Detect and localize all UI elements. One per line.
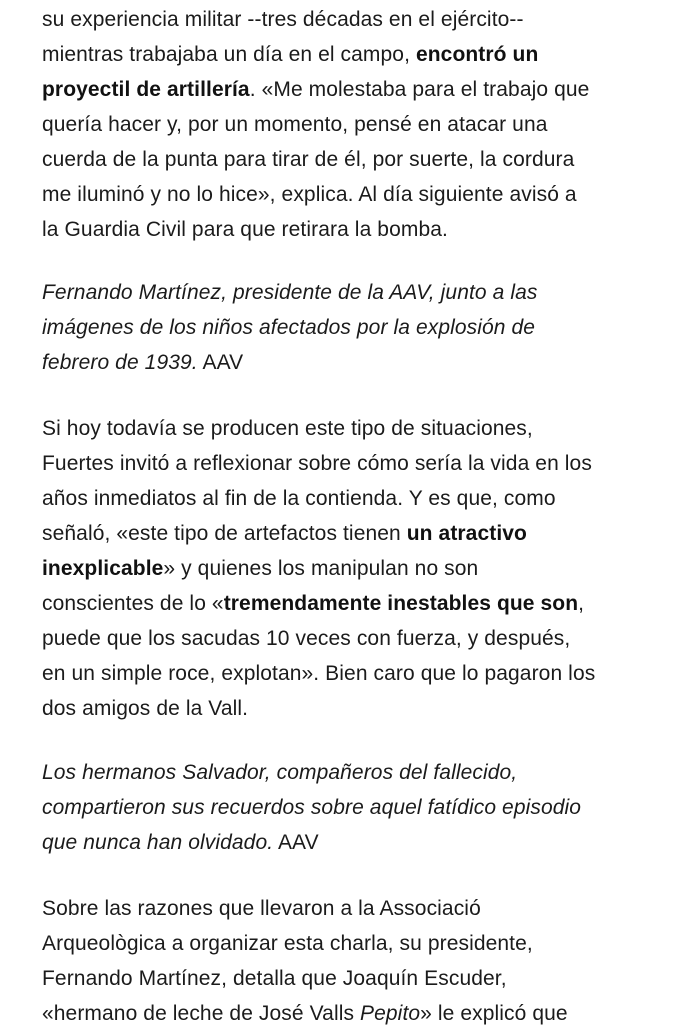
text-span: mientras trabajaba un día en el campo, [42, 43, 416, 66]
text-span: «hermano de leche de José Valls [42, 1002, 361, 1025]
caption-line: Los hermanos Salvador, compañeros del fallecido, [42, 761, 518, 784]
article-paragraph [42, 411, 668, 726]
caption-line: compartieron sus recuerdos sobre aquel fatídico episodio [42, 796, 582, 819]
bold-text: un atractivo [406, 522, 527, 545]
text-line: su experiencia militar --tres décadas en el ejército-- [42, 8, 524, 31]
text-span: » le explicó que [420, 1002, 568, 1025]
caption-line [42, 345, 668, 380]
text-line [42, 996, 668, 1031]
caption-text: febrero de 1939. [42, 351, 198, 374]
article-paragraph [42, 891, 668, 1031]
text-line: Sobre las razones que llevaron a la Associació [42, 897, 481, 920]
text-line: quería hacer y, por un momento, pensé en atacar una [42, 113, 548, 136]
caption-line: imágenes de los niños afectados por la explosión de [42, 316, 536, 339]
text-line: Fuertes invitó a reflexionar sobre cómo sería la vida en los [42, 452, 592, 475]
image-caption [42, 275, 668, 380]
text-line: me iluminó y no lo hice», explica. Al día siguiente avisó a [42, 183, 577, 206]
text-line [42, 516, 668, 551]
text-span: . «Me molestaba para el trabajo que [249, 78, 590, 101]
text-span: , [578, 592, 585, 615]
text-line [42, 551, 668, 586]
bold-text: proyectil de artillería [42, 78, 250, 101]
bold-text: tremendamente inestables que son [223, 592, 579, 615]
text-line: Fernando Martínez, detalla que Joaquín Escuder, [42, 967, 507, 990]
text-span: conscientes de lo « [42, 592, 224, 615]
text-line: Arqueològica a organizar esta charla, su presidente, [42, 932, 533, 955]
italic-text: Pepito [360, 1002, 421, 1025]
caption-line: Fernando Martínez, presidente de la AAV, junto a las [42, 281, 538, 304]
text-line: años inmediatos al fin de la contienda. Y es que, como [42, 487, 556, 510]
photo-credit: AAV [197, 351, 244, 374]
text-span: » y quienes los manipulan no son [163, 557, 479, 580]
text-line: en un simple roce, explotan». Bien caro que lo pagaron los [42, 662, 596, 685]
text-line [42, 586, 668, 621]
bold-text: encontró un [415, 43, 539, 66]
text-line [42, 37, 668, 72]
text-span: señaló, «este tipo de artefactos tienen [42, 522, 407, 545]
text-line [42, 72, 668, 107]
photo-credit: AAV [273, 831, 319, 854]
caption-text: que nunca han olvidado. [42, 831, 274, 854]
bold-text: inexplicable [42, 557, 164, 580]
text-line: dos amigos de la Vall. [42, 697, 249, 720]
text-line: la Guardia Civil para que retirara la bomba. [42, 218, 448, 241]
text-line: Si hoy todavía se producen este tipo de situaciones, [42, 417, 533, 440]
caption-line [42, 825, 668, 860]
text-line: puede que los sacudas 10 veces con fuerza, y después, [42, 627, 571, 650]
article-paragraph [42, 0, 668, 247]
text-line: cuerda de la punta para tirar de él, por suerte, la cordura [42, 148, 575, 171]
image-caption [42, 755, 668, 860]
